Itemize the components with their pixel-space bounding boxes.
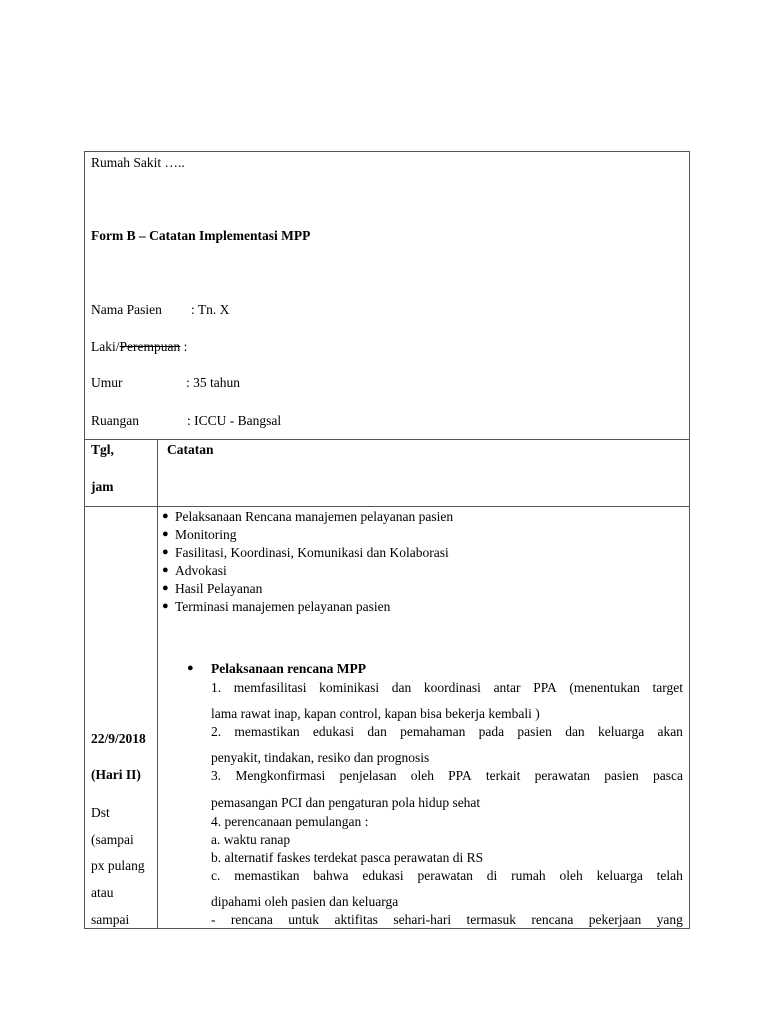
entry-day: (Hari II) [91, 767, 141, 782]
plan-item-line: penyakit, tindakan, resiko dan prognosis [211, 750, 430, 765]
plan-item-line: c. memastikan bahwa edukasi perawatan di rumah oleh keluarga telah [211, 868, 683, 883]
entry-note-line: atau [91, 885, 114, 900]
room-label: Ruangan [91, 413, 139, 428]
plan-item-line: a. waktu ranap [211, 832, 291, 847]
bullet-icon: ● [162, 564, 169, 576]
bullet-icon: ● [162, 528, 169, 540]
sex-colon: : [180, 339, 188, 354]
date-column-header-line2: jam [91, 479, 114, 494]
list-item: Hasil Pelayanan [175, 581, 263, 596]
sex-label-female: Perempuan [119, 339, 181, 354]
sex-field [91, 339, 187, 355]
sex-label-male: Laki/ [91, 339, 120, 354]
notes-column-header: Catatan [167, 442, 214, 457]
date-column-header-line1: Tgl, [91, 442, 114, 457]
form-title: Form B – Catatan Implementasi MPP [91, 228, 311, 243]
list-item: Monitoring [175, 527, 237, 542]
plan-item-line: 2. memastikan edukasi dan pemahaman pada pasien dan keluarga akan [211, 724, 683, 739]
age-value: : 35 tahun [186, 375, 240, 390]
plan-item-line: b. alternatif faskes terdekat pasca perawatan di RS [211, 850, 484, 865]
implementation-form [84, 151, 690, 929]
entry-date: 22/9/2018 [91, 731, 146, 746]
hospital-name: Rumah Sakit ….. [91, 155, 185, 170]
plan-item-line: - rencana untuk aktifitas sehari-hari termasuk rencana pekerjaan yang [211, 912, 683, 927]
plan-item-line: 1. memfasilitasi kominikasi dan koordinasi antar PPA (menentukan target [211, 680, 683, 695]
bullet-icon: ● [162, 546, 169, 558]
bullet-icon: ● [162, 582, 169, 594]
list-item: Advokasi [175, 563, 227, 578]
plan-item-line: 3. Mengkonfirmasi penjelasan oleh PPA terkait perawatan pasien pasca [211, 768, 683, 783]
age-label: Umur [91, 375, 123, 390]
entry-note-line: sampai [91, 912, 130, 927]
table-header-divider [85, 506, 689, 507]
plan-item-line: lama rawat inap, kapan control, kapan bisa bekerja kembali ) [211, 706, 540, 721]
section-title: Pelaksanaan rencana MPP [211, 661, 366, 676]
room-value: : ICCU - Bangsal [187, 413, 282, 428]
plan-item-line: dipahami oleh pasien dan keluarga [211, 894, 399, 909]
column-divider [157, 439, 158, 929]
patient-name-value: : Tn. X [191, 302, 230, 317]
bullet-icon: ● [162, 510, 169, 522]
list-item: Fasilitasi, Koordinasi, Komunikasi dan Kolaborasi [175, 545, 449, 560]
header-divider [85, 439, 689, 440]
entry-note-line: (sampai [91, 832, 134, 847]
entry-note-line: px pulang [91, 858, 145, 873]
bullet-icon: ● [162, 600, 169, 612]
patient-name-label: Nama Pasien [91, 302, 162, 317]
list-item: Terminasi manajemen pelayanan pasien [175, 599, 391, 614]
entry-note-line: Dst [91, 805, 110, 820]
plan-item-line: 4. perencanaan pemulangan : [211, 814, 369, 829]
bullet-icon: ● [187, 662, 194, 674]
plan-item-line: pemasangan PCI dan pengaturan pola hidup sehat [211, 795, 481, 810]
list-item: Pelaksanaan Rencana manajemen pelayanan pasien [175, 509, 454, 524]
